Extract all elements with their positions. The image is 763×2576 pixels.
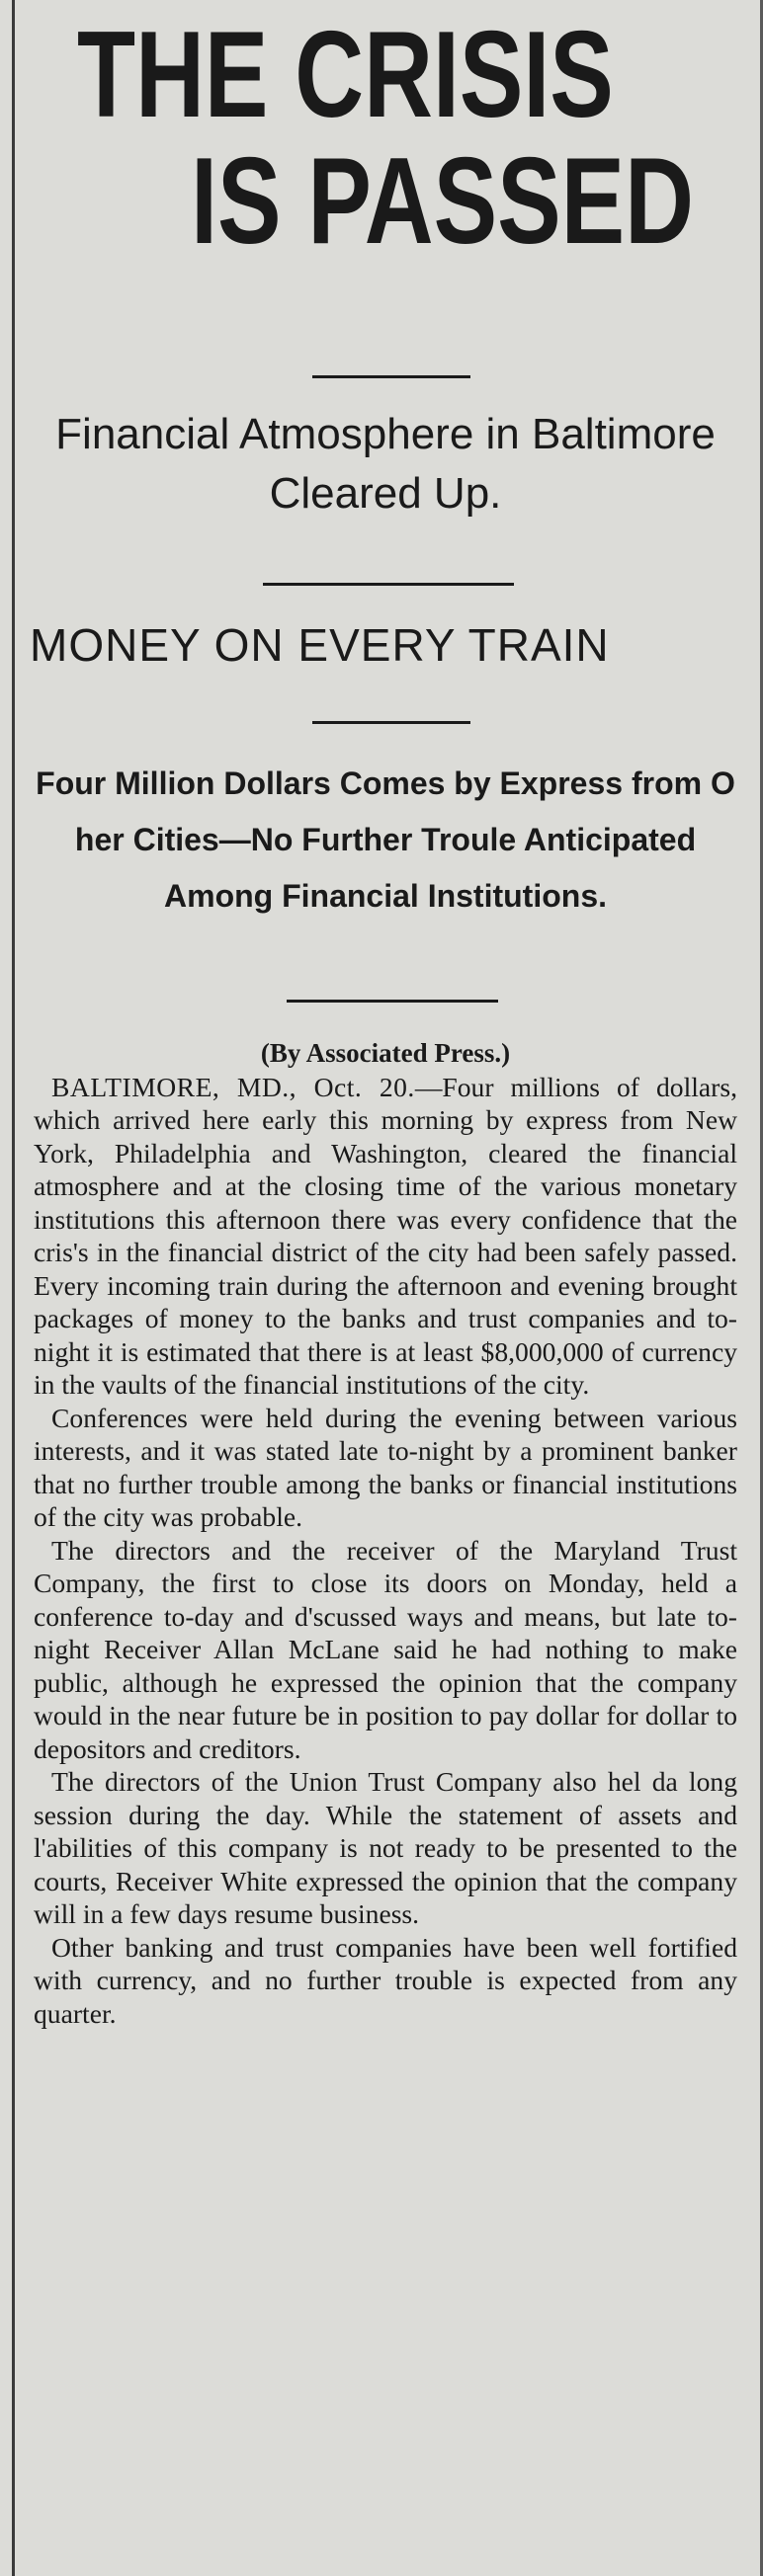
divider-2 xyxy=(263,583,514,586)
paragraph-4: The directors of the Union Trust Company also hel da long session during the day. While the statement of assets and l'abilities of this company is not ready to be presented to the courts, Receiver White expressed the opinion that the company will in a few days resume business. xyxy=(34,1766,737,1929)
headline-line-1: THE CRISIS xyxy=(77,7,614,143)
dateline: BALTIMORE, MD., Oct. 20. xyxy=(51,1071,415,1102)
column-rule-left xyxy=(12,0,15,2576)
subheadline-3: Four Million Dollars Comes by Express from O her Cities—No Further Troule Anticipated Among Financial Institutions. xyxy=(36,765,735,914)
divider-1 xyxy=(312,375,470,378)
headline xyxy=(77,7,694,270)
article-body xyxy=(34,1037,737,2030)
paragraph-2: Conferences were held during the evening between various interests, and it was stated late to-night by a prominent banker that no further trouble among the banks or financial institutions of the city was probable. xyxy=(34,1402,737,1532)
subheadline-2: MONEY ON EVERY TRAIN xyxy=(30,619,610,671)
paragraph-1-text: —Four millions of dollars, which arrived here early this morning by express from New York, Philadelphia and Washington, cleared the financial atmosphere and at the closing time of the various monetary institutions this afternoon there was every confidence that the cris's in the financial district of the city had been safely passed. Every incoming train during the afternoon and evening brought packages of money to the banks and trust companies and to-night it is estimated that there is at least $8,000,000 of currency in the vaults of the financial institutions of the city. xyxy=(34,1071,737,1400)
divider-3 xyxy=(312,721,470,724)
paragraph-3: The directors and the receiver of the Maryland Trust Company, the first to close its doors on Monday, held a conference to-day and d'scussed ways and means, but late to-night Receiver Allan McLane said he had nothing to make public, although he expressed the opinion that the company would in the near future be in position to pay dollar for dollar to depositors and creditors. xyxy=(34,1534,737,1764)
paragraph-5: Other banking and trust companies have been well fortified with currency, and no further trouble is expected from any quarter. xyxy=(34,1931,737,2029)
subheadline-1: Financial Atmosphere in Baltimore Cleared Up. xyxy=(55,410,716,518)
headline-line-2: IS PASSED xyxy=(191,133,694,270)
paragraph-1 xyxy=(34,1071,737,1402)
divider-4 xyxy=(287,1000,498,1003)
byline: (By Associated Press.) xyxy=(260,1038,511,1068)
